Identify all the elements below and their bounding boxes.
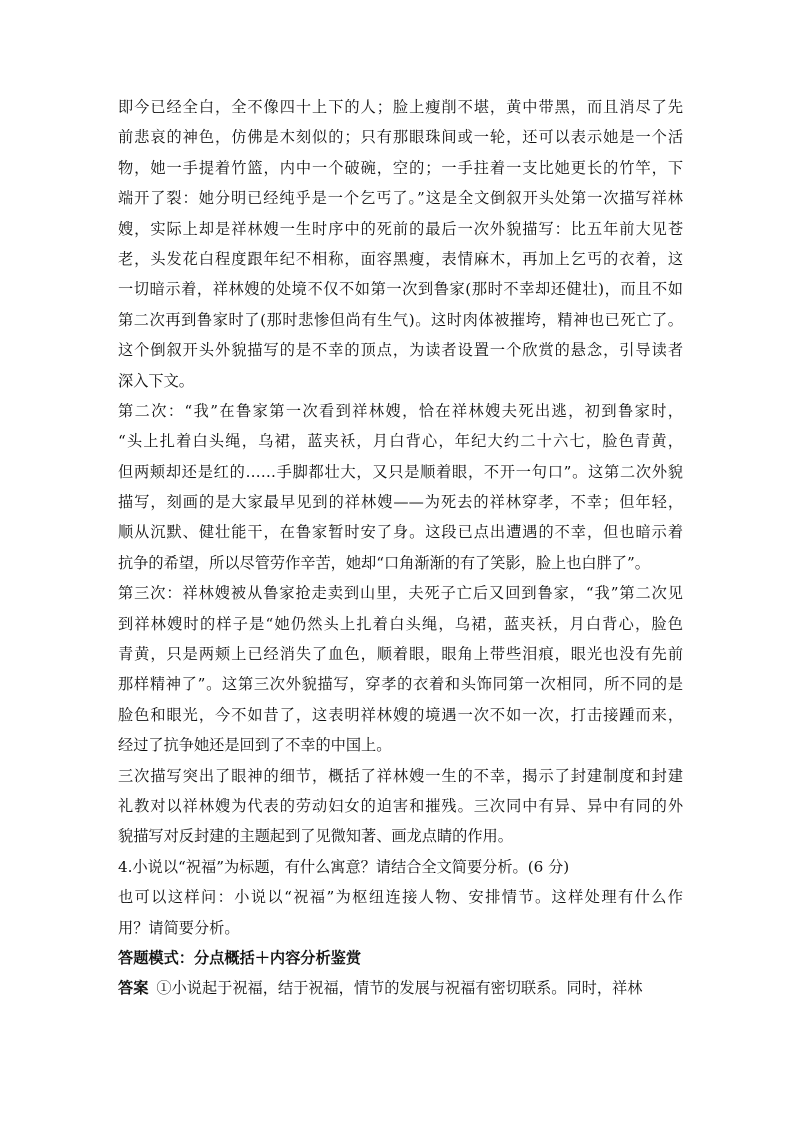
text-line: 嫂，实际上却是祥林嫂一生时序中的死前的最后一次外貌描写：比五年前大见苍 <box>118 219 683 238</box>
text-line: 第二次再到鲁家时了(那时悲惨但尚有生气)。这时肉体被摧垮，精神也已死亡了。 <box>118 310 683 329</box>
text-line: 三次描写突出了眼神的细节，概括了祥林嫂一生的不幸，揭示了封建制度和封建 <box>118 766 683 785</box>
text-line: 物，她一手提着竹篮，内中一个破碗，空的；一手拄着一支比她更长的竹竿，下 <box>118 158 683 177</box>
text-line: 礼教对以祥林嫂为代表的劳动妇女的迫害和摧残。三次同中有异、异中有同的外 <box>118 796 683 815</box>
text-line: 貌描写对反封建的主题起到了见微知著、画龙点睛的作用。 <box>118 827 513 846</box>
answer-mode-heading: 答题模式：分点概括＋内容分析鉴赏 <box>118 948 361 967</box>
paragraph-third-appearance <box>118 578 683 760</box>
text-line: 到祥林嫂时的样子是“她仍然头上扎着白头绳，乌裙，蓝夹袄，月白背心，脸色 <box>118 614 683 633</box>
document-page <box>118 92 683 1004</box>
text-line: 经过了抗争她还是回到了不幸的中国上。 <box>118 736 392 755</box>
question-alternate <box>118 882 683 943</box>
paragraph-summary <box>118 761 683 852</box>
text-line: 顺从沉默、健壮能干，在鲁家暂时安了身。这段已点出遭遇的不幸，但也暗示着 <box>118 523 683 542</box>
answer-text: ①小说起于祝福，结于祝福，情节的发展与祝福有密切联系。同时，祥林 <box>156 979 643 998</box>
text-line: 端开了裂：她分明已经纯乎是一个乞丐了。”这是全文倒叙开头处第一次描写祥林 <box>118 189 683 208</box>
paragraph-second-appearance <box>118 396 683 578</box>
text-line: 第三次：祥林嫂被从鲁家抢走卖到山里，夫死子亡后又回到鲁家，“我”第二次见 <box>118 584 683 603</box>
text-line: 即今已经全白，全不像四十上下的人；脸上瘦削不堪，黄中带黑，而且消尽了先 <box>118 98 683 116</box>
paragraph-first-appearance <box>118 92 683 396</box>
text-line: 老，头发花白程度跟年纪不相称，面容黑瘦，表情麻木，再加上乞丐的衣着，这 <box>118 249 683 268</box>
text-line: “头上扎着白头绳，乌裙，蓝夹袄，月白背心，年纪大约二十六七，脸色青黄， <box>118 432 683 451</box>
answer-label: 答案 <box>118 979 149 998</box>
text-line: 那样精神了”。这第三次外貌描写，穿孝的衣着和头饰同第一次相同，所不同的是 <box>118 675 683 694</box>
text-line: 这个倒叙开头外貌描写的是不幸的顶点，为读者设置一个欣赏的悬念，引导读者 <box>118 341 683 360</box>
text-line: 用？请简要分析。 <box>118 918 240 937</box>
text-line: 前悲哀的神色，仿佛是木刻似的；只有那眼珠间或一轮，还可以表示她是一个活 <box>118 128 683 147</box>
text-line: 也可以这样问：小说以“祝福”为枢纽连接人物、安排情节。这样处理有什么作 <box>118 888 683 907</box>
text-line: 深入下文。 <box>118 371 194 390</box>
text-line: 但两颊却还是红的……手脚都壮大，又只是顺着眼，不开一句口”。这第二次外貌 <box>118 462 683 481</box>
text-line: 一切暗示着，祥林嫂的处境不仅不如第一次到鲁家(那时不幸却还健壮)，而且不如 <box>118 280 683 299</box>
text-line: 脸色和眼光，今不如昔了，这表明祥林嫂的境遇一次不如一次，打击接踵而来， <box>118 705 683 724</box>
text-line: 抗争的希望，所以尽管劳作辛苦，她却“口角渐渐的有了笑影，脸上也白胖了”。 <box>118 553 650 572</box>
text-line: 青黄，只是两颊上已经消失了血色，顺着眼，眼角上带些泪痕，眼光也没有先前 <box>118 645 683 664</box>
answer-line <box>118 973 683 1003</box>
text-line: 第二次：“我”在鲁家第一次看到祥林嫂，恰在祥林嫂夫死出逃，初到鲁家时， <box>118 401 683 420</box>
text-line: 描写，刻画的是大家最早见到的祥林嫂——为死去的祥林穿孝，不幸；但年轻， <box>118 493 683 512</box>
question-line: 4.小说以“祝福”为标题，有什么寓意？请结合全文简要分析。(6 分) <box>118 857 570 876</box>
question-4 <box>118 852 683 882</box>
